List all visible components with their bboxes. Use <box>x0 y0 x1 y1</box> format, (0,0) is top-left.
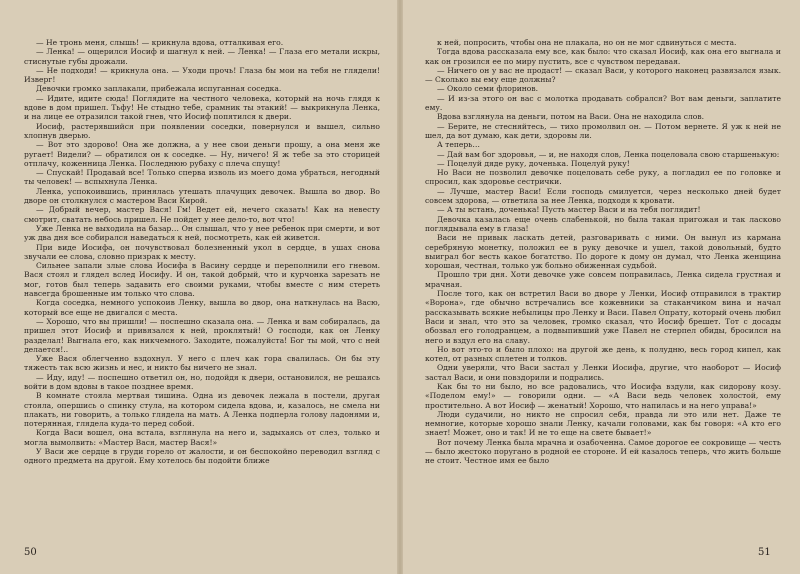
right-paragraph: — Лучше, мастер Васи! Если господь смилуется, через несколько дней будет совсем здорова, — ответила за нее Ленка, подходя к кровати. <box>425 186 781 206</box>
left-paragraph: — Добрый вечер, мастер Вася! Гм! Ведет ей, нечего сказать! Как на невесту смотрит, сватать небось пришел. Не пойдет у нее дело-то, вот что! <box>24 205 380 224</box>
left-paragraph: — Не подходи! — крикнула она. — Уходи прочь! Глаза бы мои на тебя не глядели! Изверг! <box>24 65 380 85</box>
book-gutter <box>397 0 403 574</box>
right-paragraph: Но Васи не позволил девочке поцеловать себе руку, а погладил ее по головке и спросил, как здоровье сестрички. <box>425 168 781 187</box>
left-paragraph: — Идите, идите сюда! Поглядите на честного человека, который на ночь глядя к вдове в дом пришел. Тьфу! Не стыдно тебе, срамник ты этакий! — выкрикнула Ленка, и на лице ее отразился такой гнев, что Иосиф попятился к двери. <box>24 93 380 122</box>
left-paragraph: Иосиф, растерявшийся при появлении соседки, повернулся и вышел, сильно хлопнув дверью. <box>24 121 380 140</box>
right-paragraph: — Берите, не стесняйтесь, — тихо промолвил он. — Потом вернете. Я уж к ней не шел, да вот думаю, как дети, здоровы ли. <box>425 121 781 140</box>
right-paragraph: — Дай вам бог здоровья, — и, не находя слов, Ленка поцеловала свою старшенькую: <box>437 149 780 159</box>
right-paragraph: Одни уверяли, что Васи застал у Ленки Иосифа, другие, что наоборот — Иосиф застал Васи, и они повздорили и подрались. <box>425 363 781 382</box>
right-paragraph: — И из-за этого он вас с молотка продавать собрался? Вот вам деньги, заплатите ему. <box>425 93 781 113</box>
right-paragraph: Девочка казалась еще очень слабенькой, но была такая пригожая и так ласково поглядывала ему в глаза! <box>425 214 781 233</box>
right-paragraph: — А ты встань, доченька! Пусть мастер Васи и на тебя поглядит! <box>437 205 701 215</box>
right-paragraph: — Поцелуй дяде руку, доченька. Поцелуй руку! <box>437 158 630 168</box>
left-paragraph: Девочки громко заплакали, прибежала испуганная соседка. <box>36 84 282 94</box>
right-page-text <box>425 38 781 538</box>
left-paragraph: — Иду, иду! — поспешно ответил он, но, подойдя к двери, остановился, не решаясь войти в дом вдовы в такое позднее время. <box>24 372 380 391</box>
right-paragraph: Как бы то ни было, но все радовались, что Иосифа вздули, как сидорову козу. «Поделом ему!» — говорили одни. — «А Васи ведь человек холостой, ему простительно. А вот Иосиф — женатый! Хорошо, что напилась и на него управа!» <box>425 381 781 410</box>
left-paragraph: Уже Ленка не выходила на базар… Он слышал, что у нее ребенок при смерти, и вот уж два дня все собирался наведаться к ней, посмотреть, как ей живется. <box>24 223 380 243</box>
left-paragraph: Когда Васи вошел, она встала, взглянула на него и, задыхаясь от слез, только и могла вымолвить: «Мастер Вася, мастер Вася!» <box>24 428 380 447</box>
left-paragraph: — Вот это здорово! Она же должна, а у нее свои деньги прошу, а она меня же ругает! Видели? — обратился он к соседке. — Ну, ничего! Я ж тебе за это сторицей отплачу, коженница Ленка. Последнюю рубаху с плеча спущу! <box>24 140 380 168</box>
right-paragraph: к ней, попросить, чтобы она не плакала, но он не мог сдвинуться с места. <box>437 38 737 47</box>
left-paragraph: Сильнее запали злые слова Иосифа в Васину сердце и переполнили его гневом. Вася стоял и глядел вслед Иосифу. И он, такой добрый, что и курчонка зарезать не мог, готов был теперь задавить его своими руками, чтобы вместе с ним стереть навсегда брошенные им только что слова. <box>24 261 380 299</box>
right-paragraph: — Около семи флоринов. <box>437 84 539 94</box>
left-paragraph: — Не тронь меня, слышь! — крикнула вдова, отталкивая его. <box>36 38 284 47</box>
right-paragraph: Но вот это-то и было плохо: на другой же день, к полудню, весь город кипел, как котел, от разных сплетен и толков. <box>425 344 781 364</box>
right-paragraph: Васи не привык ласкать детей, разговаривать с ними. Он вынул из кармана серебряную монетку, положил ее в руку девочке и ушел, такой довольный, будто выиграл бог весть какое богатство. По дороге к дому он думал, что Ленка женщина хорошая, честная, только уж больно обиженная судьбой. <box>425 233 781 271</box>
left-paragraph: Когда соседка, немного успокоив Ленку, вышла во двор, она наткнулась на Васю, который все еще не двигался с места. <box>24 298 380 317</box>
right-paragraph: А теперь… <box>437 140 481 150</box>
right-paragraph: Прошло три дня. Хоти девочке уже совсем поправилась, Ленка сидела грустная и мрачная. <box>425 270 781 289</box>
left-paragraph: Уже Вася облегченно вздохнул. У него с плеч как гора свалилась. Он бы эту тяжесть так всю жизнь и нес, и никто бы ничего не знал. <box>24 354 380 373</box>
right-paragraph: — Ничего он у вас не продаст! — сказал Васи, у которого наконец развязался язык. — Сколько вы ему еще должны? <box>425 65 781 85</box>
page-number-right: 51 <box>758 547 771 558</box>
right-paragraph: Вдова взглянула на деньги, потом на Васи. Она не находила слов. <box>437 112 705 122</box>
right-paragraph: После того, как он встретил Васи во дворе у Ленки, Иосиф отправился в трактир «Ворона», где обычно встречались все кожевники за стаканчиком вина и начал рассказывать всякие небылицы про Ленку и Васи. Павел Опрату, который очень любил Васи и знал, что это за человек, громко сказал, что Иосиф брешет. Тот с досады обозвал его голодранцем, а подвыпивший уже Павел не стерпел обиды, бросился на него и вздул его на славу. <box>425 289 781 345</box>
left-paragraph: — Спускай! Продавай все! Только сперва изволь из моего дома убраться, негодный ты человек! — вспыхнула Ленка. <box>24 168 380 187</box>
left-paragraph: — Ленка! — ощерился Иосиф и шагнул к ней. — Ленка! — Глаза его метали искры, стиснутые губы дрожали. <box>24 47 380 66</box>
left-paragraph: При виде Иосифа, он почувствовал болезненный укол в сердце, в ушах снова звучали ее слова, словно призрак к месту. <box>24 242 380 261</box>
left-page-text <box>24 38 380 538</box>
left-paragraph: В комнате стояла мертвая тишина. Одна из девочек лежала в постели, другая стояла, опершись о спинку стула, на котором сидела вдова, и, казалось, не смела ни плакать, ни говорить, а только глядела на мать. А Ленка подперла голову ладонями и, потерянная, глядела куда-то перед собой. <box>24 391 380 429</box>
left-paragraph: Ленка, успокоившись, принялась утешать плачущих девочек. Вышла во двор. Во дворе он столкнулся с мастером Васи Кирой. <box>24 186 380 206</box>
right-paragraph: Люди судачили, но никто не спросил себя, правда ли это или нет. Даже те немногие, которые хорошо знали Ленку, качали головами, как бы говоря: «А кто его знает! Может, оно и так! И не то еще на свете бывает!» <box>425 409 781 438</box>
right-paragraph: Вот почему Ленка была мрачна и озабоченна. Самое дорогое ее сокровище — честь — было жестоко поругано в родной ее стороне. И ей казалось теперь, что жить больше не стоит. Честное имя ее было <box>425 437 781 466</box>
right-paragraph: Тогда вдова рассказала ему все, как было: что сказал Иосиф, как она его выгнала и как он грозился ее по миру пустить, все с чувством передавая. <box>425 47 781 66</box>
page-number-left: 50 <box>24 547 37 558</box>
left-paragraph: — Хорошо, что вы пришли! — поспешно сказала она. — Ленка и вам собиралась, да пришел этот Иосиф и привязался к ней, проклятый! О господи, как он Ленку разделал! Выгнала его, как никчемного. Заходите, пожалуйста! Бог ты мой, что с ней делается!.. <box>24 316 380 354</box>
left-paragraph: У Васи же сердце в груди горело от жалости, и он беспокойно переводил взгляд с одного предмета на другой. Ему хотелось бы подойти ближе <box>24 447 380 466</box>
